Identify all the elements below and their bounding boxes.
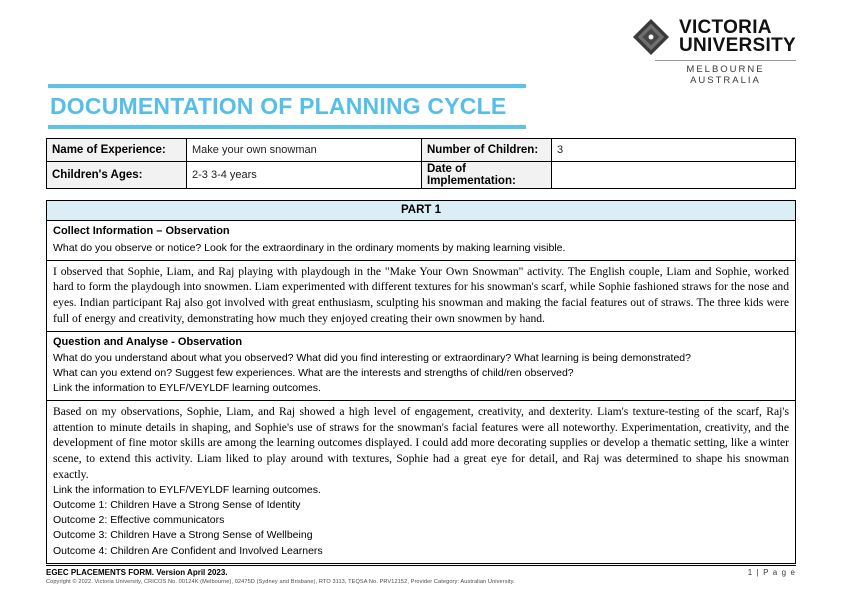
logo-line-2: UNIVERSITY <box>678 35 796 56</box>
observation-answer-cell[interactable] <box>47 260 796 331</box>
diamond-logo-icon <box>632 18 670 56</box>
table-row <box>47 139 796 162</box>
experience-info-table <box>46 138 796 189</box>
page-title: DOCUMENTATION OF PLANNING CYCLE <box>50 93 507 119</box>
university-logo <box>632 18 796 86</box>
part-header-row <box>47 201 796 221</box>
observation-answer-row <box>47 260 796 331</box>
field-name-of-experience[interactable]: Make your own snowman <box>187 139 422 162</box>
footer-form-version: EGEC PLACEMENTS FORM. Version April 2023. <box>46 568 228 577</box>
list-item: Outcome 2: Effective communicators <box>53 514 225 527</box>
observation-prompt-cell <box>47 221 796 261</box>
title-rule-bottom <box>48 125 526 129</box>
analyse-prompt-line-1: What do you understand about what you observed? What did you find interesting or extraordinary? What learning is being demonstrated? <box>53 352 691 365</box>
analyse-answer-text: Based on my observations, Sophie, Liam, and Raj showed a high level of engagement, creativity, and dexterity. Liam's texture-testing of the scarf, Raj's attention to minute details in shaping, and Sophie's use of straws for the snowman's facial features were all noteworthy. Experimentation, creativity, and the development of fine motor skills are among the learning outcomes displayed. I could add more decorating supplies or develop a thematic setting, like a winter scene, to extend this activity. Liam liked to play around with textures, Sophie had a great eye for detail, and Raj was determined to shape his snowman exactly. <box>53 404 789 481</box>
outcomes-intro: Link the information to EYLF/VEYLDF learning outcomes. <box>53 483 321 496</box>
table-row <box>47 162 796 189</box>
part-1-header: PART 1 <box>47 201 796 221</box>
analyse-prompt-row <box>47 331 796 400</box>
field-childrens-ages[interactable]: 2-3 3-4 years <box>187 162 422 189</box>
field-date-of-implementation[interactable] <box>552 162 796 189</box>
part-1-table <box>46 200 796 564</box>
document-title-block <box>48 84 526 129</box>
analyse-answer-cell[interactable] <box>47 400 796 563</box>
list-item: Outcome 4: Children Are Confident and Involved Learners <box>53 544 323 557</box>
observation-prompt-row <box>47 221 796 261</box>
label-name-of-experience: Name of Experience: <box>47 139 187 162</box>
observation-prompt-title: Collect Information – Observation <box>53 225 230 237</box>
logo-row <box>632 18 796 56</box>
learning-outcomes-list <box>53 483 789 559</box>
logo-wordmark <box>678 16 796 56</box>
label-childrens-ages: Children's Ages: <box>47 162 187 189</box>
observation-prompt-line: What do you observe or notice? Look for the extraordinary in the ordinary moments by making learning visible. <box>53 241 566 254</box>
list-item: Outcome 1: Children Have a Strong Sense of Identity <box>53 498 301 511</box>
analyse-prompt-line-3: Link the information to EYLF/VEYLDF learning outcomes. <box>53 382 321 394</box>
footer-copyright: Copyright © 2022. Victoria University, CRICOS No. 00124K (Melbourne), 02475D (Sydney and Brisbane), RTO 3113, TEQSA No. PRV12152, Provider Category: Australian University. <box>46 579 515 585</box>
page-footer <box>46 565 796 585</box>
analyse-prompt-title: Question and Analyse - Observation <box>53 335 243 348</box>
page-number: 1 | P a g e <box>747 568 796 577</box>
label-date-of-implementation: Date of Implementation: <box>422 162 552 189</box>
analyse-answer-row <box>47 400 796 563</box>
analyse-prompt-cell <box>47 331 796 400</box>
list-item: Outcome 3: Children Have a Strong Sense of Wellbeing <box>53 529 313 542</box>
field-number-of-children[interactable]: 3 <box>552 139 796 162</box>
label-number-of-children: Number of Children: <box>422 139 552 162</box>
logo-line-1: VICTORIA <box>678 16 772 38</box>
logo-subtitle: MELBOURNE AUSTRALIA <box>655 60 796 86</box>
footer-top-row <box>46 568 796 577</box>
observation-answer-text: I observed that Sophie, Liam, and Raj playing with playdough in the "Make Your Own Snowman" activity. The English couple, Liam and Sophie, worked hard to form the playdough into snowmen. Liam experimented with different textures for his snowman's scarf, while Sophie fashioned straws for the nose and eyes. Indian participant Raj also got involved with great enthusiasm, sculpting his snowman and making the facial features out of straws. The three kids were full of energy and creativity, demonstrating how much they enjoyed creating their own snowmen by hand. <box>53 264 789 325</box>
analyse-prompt-line-2: What can you extend on? Suggest few experiences. What are the interests and strengths of child/ren observed? <box>53 367 574 380</box>
